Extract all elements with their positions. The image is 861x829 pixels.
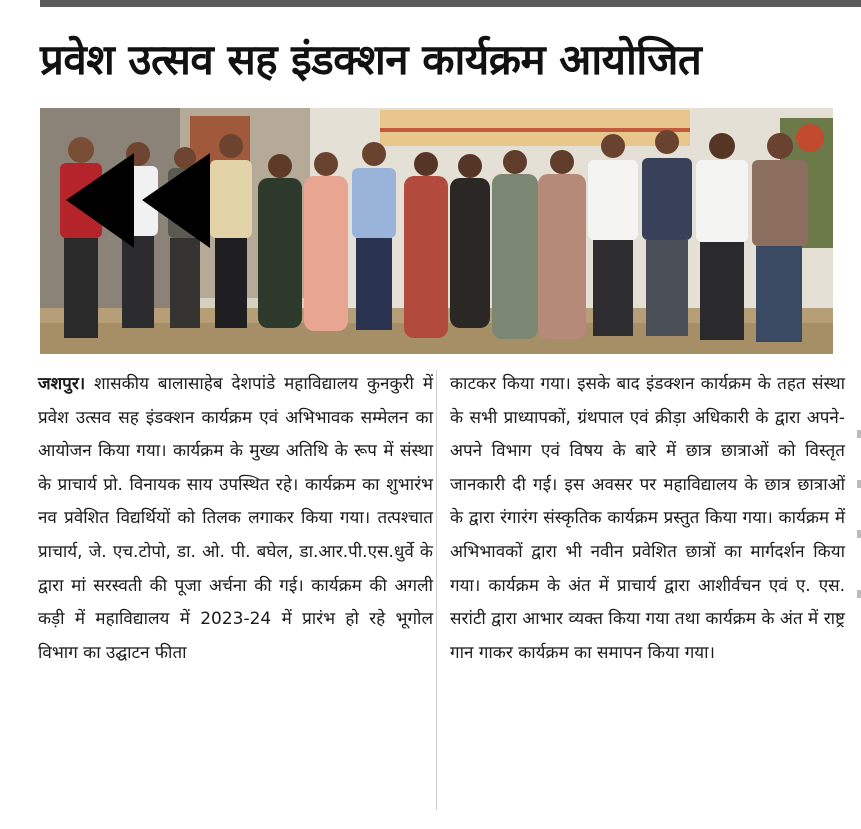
article-text-left: शासकीय बालासाहेब देशपांडे महाविद्यालय कुनकुरी में प्रवेश उत्सव सह इंडक्शन कार्यक्रम एवं अभिभावक सम्मेलन का आयोजन किया गया। कार्यक्रम के मुख्य अतिथि के रूप में संस्था के प्राचार्य प्रो. विनायक साय उपस्थित रहे। कार्यक्रम का शुभारंभ नव प्रवेशित विद्यर्थियों को तिलक लगाकर किया गया। तत्पश्चात प्राचार्य, जे. एच.टोपो, डा. ओ. पी. बघेल, डा.आर.पी.एस.धुर्वे के द्वारा मां सरस्वती की पूजा अर्चना की गई। कार्यक्रम की अगली कड़ी में महाविद्यालय में 2023-24 में प्रारंभ हो रहे भूगोल विभाग का उद्घाटन फीता: [38, 374, 433, 663]
group-photo-illustration: [40, 108, 833, 354]
article-column-left: [38, 368, 433, 670]
column-divider: [436, 370, 437, 810]
dateline: जशपुर।: [38, 374, 86, 394]
article-text-right: काटकर किया गया। इसके बाद इंडक्शन कार्यक्रम के तहत संस्था के सभी प्राध्यापकों, ग्रंथपाल एवं क्रीड़ा अधिकारी के द्वारा अपने-अपने विभाग एवं विषय के बारे में छात्र छात्राओं को विस्तृत जानकारी दी गई। इस अवसर पर महाविद्यालय के छात्र छात्राओं के द्वारा रंगारंग संस्कृतिक कार्यक्रम प्रस्तुत किया गया। कार्यक्रम में अभिभावकों द्वारा भी नवीन प्रवेशित छात्रों का मार्गदर्शन किया गया। कार्यक्रम के अंत में प्राचार्य द्वारा आशीर्वचन एवं ए. एस. सरांटी द्वारा आभार व्यक्त किया गया तथा कार्यक्रम के अंत में राष्ट्र गान गाकर कार्यक्रम का समापन किया गया।: [450, 374, 845, 663]
group-photo: [40, 108, 833, 354]
article-column-right: [450, 368, 845, 670]
page-edge-marks: [856, 420, 861, 620]
top-rule: [40, 0, 861, 7]
headline: प्रवेश उत्सव सह इंडक्शन कार्यक्रम आयोजित: [40, 35, 702, 84]
